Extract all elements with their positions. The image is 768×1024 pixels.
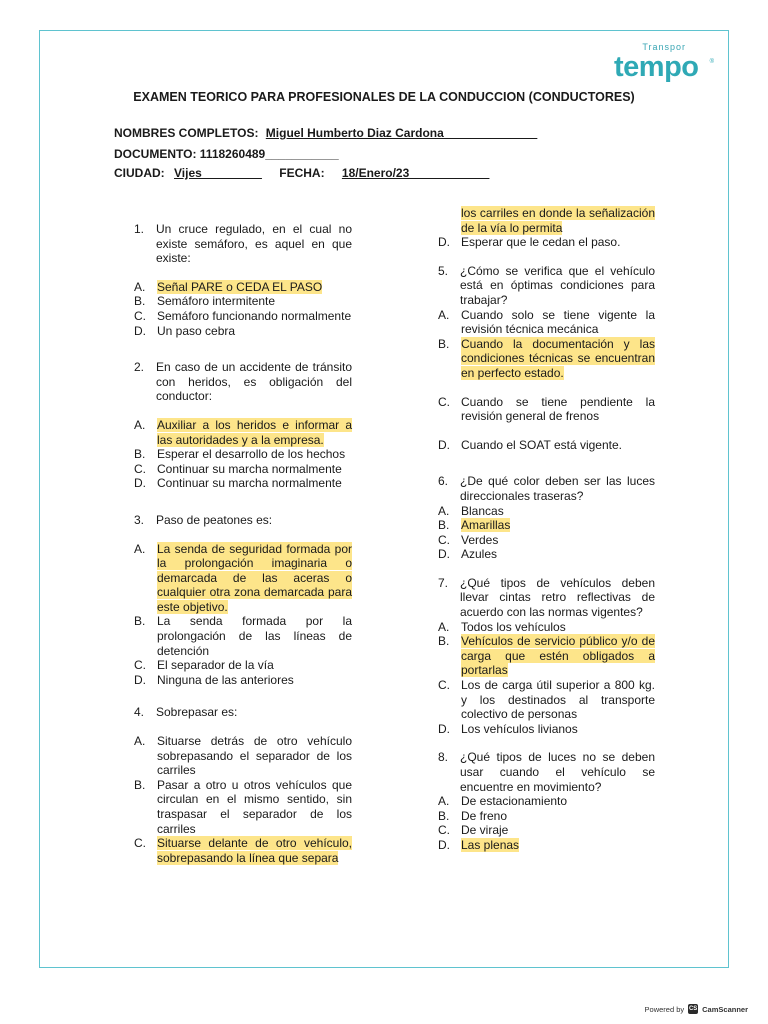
option-letter: B. xyxy=(438,336,450,351)
question-5 xyxy=(438,264,655,308)
option-text: Las plenas xyxy=(461,837,520,852)
question-number: 3. xyxy=(134,512,145,527)
option-3d xyxy=(134,673,352,688)
option-letter: D. xyxy=(438,547,450,562)
option-text: Vehículos de servicio público y/o de carga que estén obligados a portarlas xyxy=(461,634,655,678)
option-text: Continuar su marcha normalmente xyxy=(157,461,342,476)
option-letter: B. xyxy=(438,518,450,533)
option-3a xyxy=(134,542,352,615)
option-letter: B. xyxy=(134,777,146,792)
option-letter: A. xyxy=(438,794,450,809)
question-text: ¿Qué tipos de vehículos deben llevar cintas retro reflectivas de acuerdo con las normas vigentes? xyxy=(460,575,655,620)
question-number: 1. xyxy=(134,222,145,236)
option-text: Cuando se tiene pendiente la revisión general de frenos xyxy=(461,394,655,424)
option-letter: C. xyxy=(438,823,450,838)
city-date-row xyxy=(114,166,489,180)
question-2 xyxy=(134,360,352,404)
option-5b xyxy=(438,337,655,381)
option-letter: C. xyxy=(134,836,146,851)
city-value: Vijes_________ xyxy=(174,166,262,180)
option-7d xyxy=(438,722,655,737)
option-text: De estacionamiento xyxy=(461,794,568,809)
option-letter: C. xyxy=(134,308,146,323)
question-text: Un cruce regulado, en el cual no existe semáforo, es aquel en que existe: xyxy=(156,222,352,266)
option-text: Cuando solo se tiene vigente la revisión técnica mecánica xyxy=(461,307,655,337)
option-6b xyxy=(438,518,655,533)
option-text: La senda de seguridad formada por la prolongación imaginaria o demarcada de las aceras o cualquier otra zona demarcada para este objetivo. xyxy=(157,541,352,614)
option-text: Los vehículos livianos xyxy=(461,721,578,736)
camscanner-brand: CamScanner xyxy=(702,1004,748,1014)
option-5c xyxy=(438,395,655,424)
logo-registered: ® xyxy=(709,59,714,65)
option-letter: B. xyxy=(438,634,450,649)
option-text: Pasar a otro u otros vehículos que circulan en el mismo sentido, sin traspasar el separador de los carriles xyxy=(157,777,352,836)
option-text: Un paso cebra xyxy=(157,323,236,338)
option-5d xyxy=(438,438,655,453)
option-text: Verdes xyxy=(461,532,499,547)
option-7b xyxy=(438,634,655,678)
option-text: Los de carga útil superior a 800 kg. y los destinados al transporte colectivo de personas xyxy=(461,678,655,722)
question-7 xyxy=(438,576,655,620)
document-value: 1118260489___________ xyxy=(199,147,339,161)
document-row xyxy=(114,147,339,161)
option-1d xyxy=(134,324,352,339)
option-letter: A. xyxy=(438,619,450,634)
question-text: En caso de un accidente de tránsito con heridos, es obligación del conductor: xyxy=(156,360,352,404)
option-letter: A. xyxy=(438,307,450,322)
question-text: ¿De qué color deben ser las luces direccionales traseras? xyxy=(460,474,655,503)
option-letter: D. xyxy=(134,672,146,687)
option-text: Todos los vehículos xyxy=(461,619,566,634)
option-letter: A. xyxy=(134,417,146,432)
option-4d xyxy=(438,235,655,250)
question-number: 5. xyxy=(438,263,449,278)
question-text: ¿Qué tipos de luces no se deben usar cuando el vehículo se encuentre en movimiento? xyxy=(460,750,655,794)
option-2c xyxy=(134,462,352,477)
option-letter: D. xyxy=(438,721,450,736)
question-number: 7. xyxy=(438,575,449,590)
option-4c xyxy=(134,836,352,865)
option-letter: C. xyxy=(438,394,450,409)
option-2d xyxy=(134,476,352,491)
option-letter: A. xyxy=(134,279,146,294)
option-letter: A. xyxy=(134,541,146,556)
question-3 xyxy=(134,513,352,528)
question-number: 8. xyxy=(438,750,449,765)
option-text: Cuando la documentación y las condiciones técnicas se encuentran en perfecto estado. xyxy=(461,336,655,380)
question-number: 6. xyxy=(438,474,449,489)
option-8d xyxy=(438,838,655,853)
option-4c-continued xyxy=(438,206,655,235)
option-letter: D. xyxy=(438,837,450,852)
option-letter: D. xyxy=(134,323,146,338)
logo-big-text: tempo xyxy=(614,51,699,83)
option-letter: B. xyxy=(134,614,146,629)
option-1b xyxy=(134,294,352,309)
option-letter: A. xyxy=(438,503,450,518)
option-3c xyxy=(134,658,352,673)
option-text: De freno xyxy=(461,808,508,823)
option-text: Esperar el desarrollo de los hechos xyxy=(157,447,346,462)
right-column xyxy=(438,206,655,853)
question-text: ¿Cómo se verifica que el vehículo está en óptimas condiciones para trabajar? xyxy=(460,263,655,307)
option-7c xyxy=(438,678,655,722)
option-7a xyxy=(438,620,655,635)
option-text: La senda formada por la prolongación de las líneas de detención xyxy=(157,614,352,658)
question-number: 4. xyxy=(134,705,145,720)
question-number: 2. xyxy=(134,360,145,375)
option-text: Auxiliar a los heridos e informar a las autoridades y a la empresa. xyxy=(157,417,352,447)
city-label: CIUDAD: xyxy=(114,166,165,180)
names-label: NOMBRES COMPLETOS: xyxy=(114,126,259,140)
question-text: Paso de peatones es: xyxy=(156,512,273,527)
option-4b xyxy=(134,778,352,836)
exam-title: EXAMEN TEORICO PARA PROFESIONALES DE LA CONDUCCION (CONDUCTORES) xyxy=(133,90,635,104)
option-1c xyxy=(134,309,352,324)
option-text: Esperar que le cedan el paso. xyxy=(461,235,621,250)
option-letter: B. xyxy=(134,294,146,309)
option-4a xyxy=(134,734,352,778)
logo-small-text: Transpor xyxy=(642,42,686,52)
option-5a xyxy=(438,308,655,337)
option-text: Semáforo intermitente xyxy=(157,294,276,309)
option-text: Azules xyxy=(461,547,498,562)
option-letter: C. xyxy=(134,461,146,476)
question-8 xyxy=(438,750,655,794)
option-letter: D. xyxy=(438,235,450,250)
option-letter: A. xyxy=(134,734,146,749)
option-text: Blancas xyxy=(461,503,504,518)
option-text: Semáforo funcionando normalmente xyxy=(157,308,352,323)
option-3b xyxy=(134,614,352,658)
names-row xyxy=(114,126,537,140)
option-text: Situarse detrás de otro vehículo sobrepasando el separador de los carriles xyxy=(157,734,352,778)
left-column xyxy=(134,222,352,865)
option-letter: B. xyxy=(438,808,450,823)
question-1 xyxy=(134,222,352,266)
option-letter: B. xyxy=(134,447,146,462)
powered-by-text: Powered by xyxy=(644,1004,685,1014)
option-text: Señal PARE o CEDA EL PASO xyxy=(157,279,323,294)
option-text-continued: los carriles en donde la señalización de la vía lo permita xyxy=(461,206,655,235)
option-2a xyxy=(134,418,352,447)
names-value: Miguel Humberto Diaz Cardona______________ xyxy=(265,126,538,140)
option-text: Situarse delante de otro vehículo, sobrepasando la línea que separa xyxy=(157,836,352,865)
option-letter: C. xyxy=(438,532,450,547)
option-8b xyxy=(438,809,655,824)
option-8a xyxy=(438,794,655,809)
option-text: Continuar su marcha normalmente xyxy=(157,476,342,491)
document-label: DOCUMENTO: xyxy=(114,147,197,161)
question-text: Sobrepasar es: xyxy=(156,705,238,720)
camscanner-footer xyxy=(645,1004,748,1014)
option-6d xyxy=(438,547,655,562)
option-1a xyxy=(134,280,352,295)
option-text: El separador de la vía xyxy=(157,658,274,673)
option-letter: C. xyxy=(438,678,450,693)
option-text: Amarillas xyxy=(461,518,511,533)
date-label: FECHA: xyxy=(279,166,325,180)
option-6a xyxy=(438,504,655,519)
option-letter: C. xyxy=(134,658,146,673)
camscanner-icon: CS xyxy=(688,1006,698,1012)
option-text: De viraje xyxy=(461,823,509,838)
transpor-tempo-logo xyxy=(614,42,714,86)
option-text: Cuando el SOAT está vigente. xyxy=(461,437,622,452)
option-6c xyxy=(438,533,655,548)
question-4 xyxy=(134,705,352,720)
date-value: 18/Enero/23____________ xyxy=(341,166,490,180)
question-6 xyxy=(438,474,655,503)
option-letter: D. xyxy=(134,476,146,491)
option-8c xyxy=(438,823,655,838)
option-letter: D. xyxy=(438,437,450,452)
option-2b xyxy=(134,447,352,462)
option-text: Ninguna de las anteriores xyxy=(157,672,294,687)
